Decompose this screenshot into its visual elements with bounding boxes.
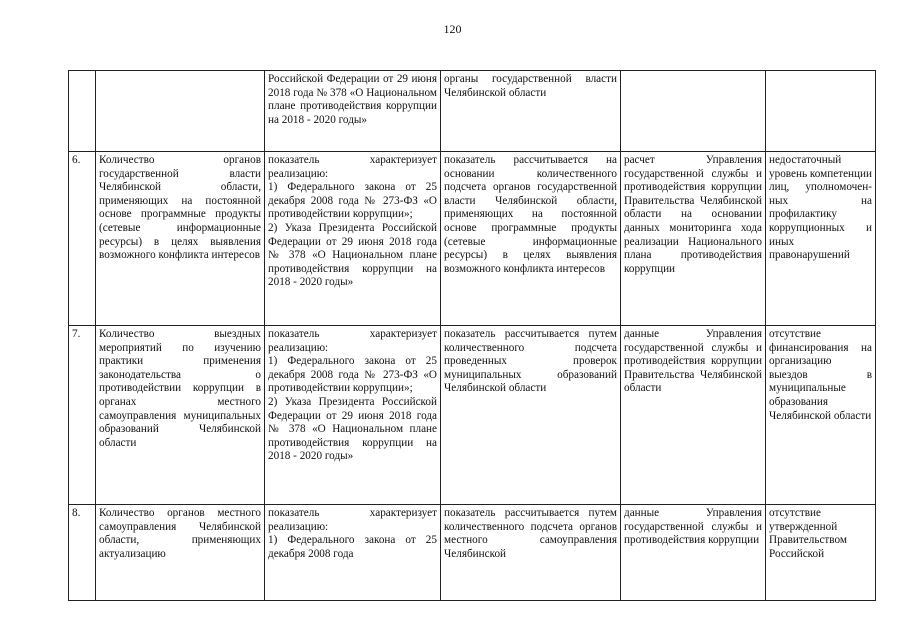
risk-cell bbox=[766, 71, 876, 152]
table-row bbox=[69, 505, 876, 601]
page-number: 120 bbox=[443, 22, 462, 36]
table-row bbox=[69, 152, 876, 326]
indicator-name-cell: Количество органов местного самоуправления Челябинской области, применяющих актуализацию bbox=[96, 505, 265, 601]
table-row bbox=[69, 326, 876, 505]
risk-cell: отсутствие финансирования на организацию выездов в муниципальные образования Челябинской области bbox=[766, 326, 876, 505]
indicator-name-cell: Количество выездных мероприятий по изучению практики применения законодательства о противодействии коррупции в органах местного самоуправления муниципальных образований Челябинской области bbox=[96, 326, 265, 505]
indicator-name-cell bbox=[96, 71, 265, 152]
table-row bbox=[69, 71, 876, 152]
risk-cell: отсутствие утвержденной Правительством Российской bbox=[766, 505, 876, 601]
risk-cell: недостаточный уровень компетенции лиц, уполномочен-ных на профилактику коррупционных и иных правонарушений bbox=[766, 152, 876, 326]
row-number: 7. bbox=[69, 326, 96, 505]
row-number bbox=[69, 71, 96, 152]
calculation-cell: показатель рассчитывается путем количественного подсчета органов местного самоуправления Челябинской bbox=[441, 505, 621, 601]
calculation-cell: органы государственной власти Челябинской области bbox=[441, 71, 621, 152]
characterizes-cell: показатель характеризует реализацию: 1) Федерального закона от 25 декабря 2008 года № 273-ФЗ «О противодействии коррупции»; 2) Указа Президента Российской Федерации от 29 июня 2018 года № 378 «О Национальном плане противодействия коррупции на 2018 - 2020 годы» bbox=[265, 326, 441, 505]
row-number: 6. bbox=[69, 152, 96, 326]
calculation-cell: показатель рассчитывается путем количественного подсчета проведенных проверок муниципальных образований Челябинской области bbox=[441, 326, 621, 505]
characterizes-cell: показатель характеризует реализацию: 1) Федерального закона от 25 декабря 2008 года bbox=[265, 505, 441, 601]
indicator-name-cell: Количество органов государственной власти Челябинской области, применяющих на постоянной основе программные продукты (сетевые информационные ресурсы) в целях выявления возможного конфликта интересов bbox=[96, 152, 265, 326]
characterizes-cell: Российской Федерации от 29 июня 2018 года № 378 «О Национальном плане противодействия коррупции на 2018 - 2020 годы» bbox=[265, 71, 441, 152]
calculation-cell: показатель рассчитывается на основании количественного подсчета органов государственной власти Челябинской области, применяющих на постоянной основе программные продукты (сетевые информационные ресурсы) в целях выявления возможного конфликта интересов bbox=[441, 152, 621, 326]
indicator-table bbox=[68, 70, 876, 601]
source-cell: данные Управления государственной службы и противодействия коррупции Правительства Челябинской области bbox=[621, 326, 766, 505]
row-number: 8. bbox=[69, 505, 96, 601]
source-cell bbox=[621, 71, 766, 152]
characterizes-cell: показатель характеризует реализацию: 1) Федерального закона от 25 декабря 2008 года № 273-ФЗ «О противодействии коррупции»; 2) Указа Президента Российской Федерации от 29 июня 2018 года № 378 «О Национальном плане противодействия коррупции на 2018 - 2020 годы» bbox=[265, 152, 441, 326]
source-cell: расчет Управления государственной службы и противодействия коррупции Правительства Челябинской области на основании данных мониторинга хода реализации Национального плана противодействия коррупции bbox=[621, 152, 766, 326]
source-cell: данные Управления государственной службы и противодействия коррупции bbox=[621, 505, 766, 601]
